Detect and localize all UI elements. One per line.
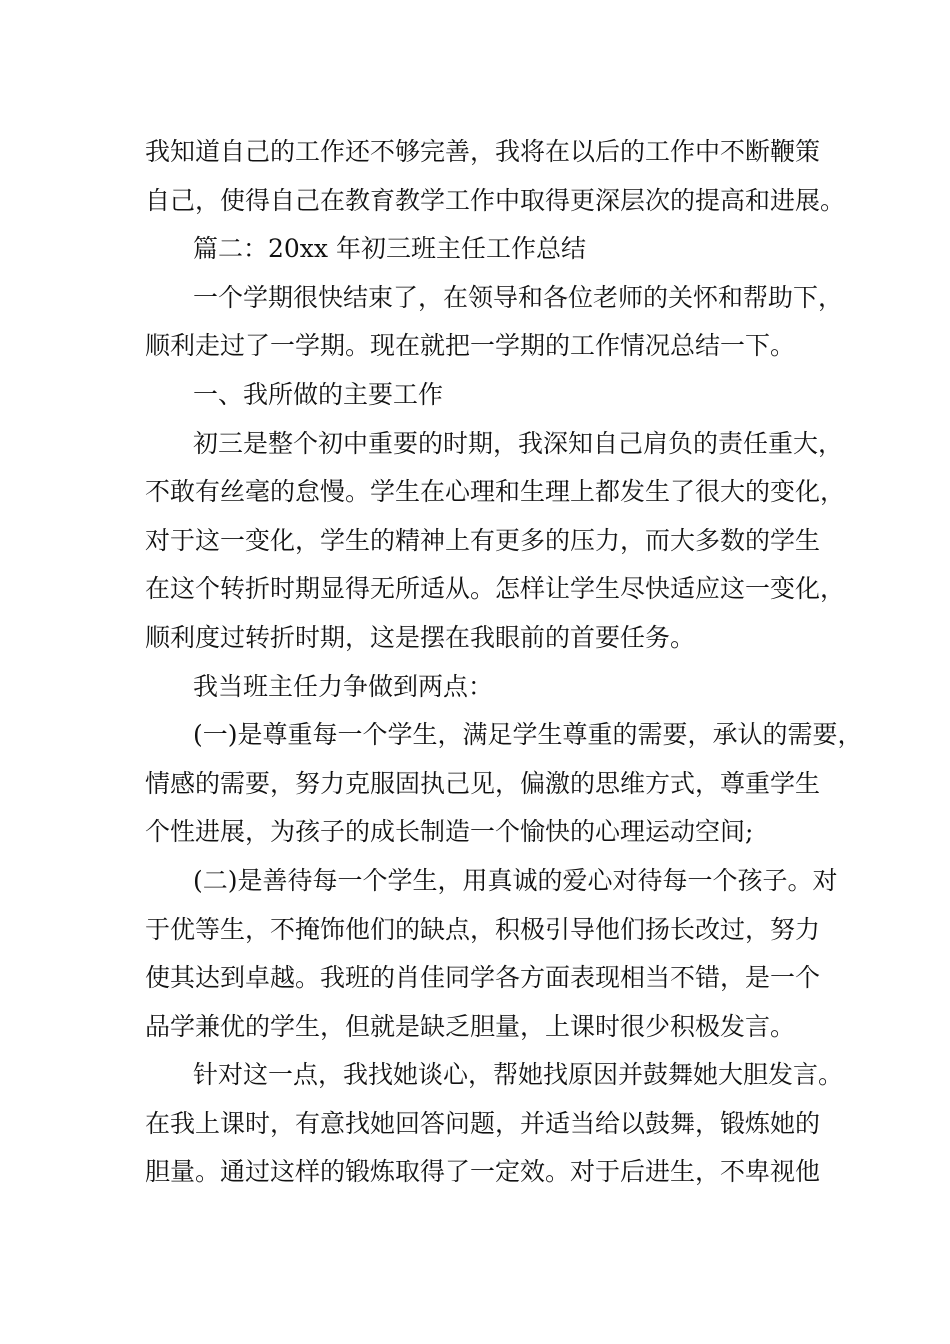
text-line: 自己，使得自己在教育教学工作中取得更深层次的提高和进展。 bbox=[145, 185, 846, 215]
text-line: 情感的需要，努力克服固执己见，偏激的思维方式，尊重学生 bbox=[145, 768, 821, 798]
section-heading: 篇二：20xx 年初三班主任工作总结 bbox=[193, 234, 586, 264]
text-line: 对于这一变化，学生的精神上有更多的压力，而大多数的学生 bbox=[145, 525, 821, 555]
text-line: 在这个转折时期显得无所适从。怎样让学生尽快适应这一变化， bbox=[145, 574, 846, 604]
text-line: 在我上课时，有意找她回答问题，并适当给以鼓舞，锻炼她的 bbox=[145, 1108, 821, 1138]
text-line: 针对这一点，我找她谈心，帮她找原因并鼓舞她大胆发言。 bbox=[193, 1060, 844, 1090]
text-line: 不敢有丝毫的怠慢。学生在心理和生理上都发生了很大的变化， bbox=[145, 477, 846, 507]
text-line: (二)是善待每一个学生，用真诚的爱心对待每一个孩子。对 bbox=[193, 865, 838, 895]
text-line: 顺利走过了一学期。现在就把一学期的工作情况总结一下。 bbox=[145, 331, 796, 361]
text-line: 初三是整个初中重要的时期，我深知自己肩负的责任重大， bbox=[193, 428, 844, 458]
document-body bbox=[145, 128, 863, 1197]
text-line: 我知道自己的工作还不够完善，我将在以后的工作中不断鞭策 bbox=[145, 137, 821, 166]
section-heading: 一、我所做的主要工作 bbox=[193, 379, 444, 409]
text-line: 个性进展，为孩子的成长制造一个愉快的心理运动空间; bbox=[145, 817, 754, 847]
text-line: 一个学期很快结束了，在领导和各位老师的关怀和帮助下， bbox=[193, 282, 844, 312]
text-line: 胆量。通过这样的锻炼取得了一定效。对于后进生，不卑视他 bbox=[145, 1157, 821, 1187]
text-line: 于优等生，不掩饰他们的缺点，积极引导他们扬长改过，努力 bbox=[145, 914, 821, 944]
text-line: 我当班主任力争做到两点： bbox=[193, 671, 494, 701]
text-line: (一)是尊重每一个学生，满足学生尊重的需要，承认的需要， bbox=[193, 720, 863, 750]
text-line: 使其达到卓越。我班的肖佳同学各方面表现相当不错，是一个 bbox=[145, 963, 821, 993]
text-line: 顺利度过转折时期，这是摆在我眼前的首要任务。 bbox=[145, 622, 696, 652]
text-line: 品学兼优的学生，但就是缺乏胆量，上课时很少积极发言。 bbox=[145, 1011, 796, 1041]
